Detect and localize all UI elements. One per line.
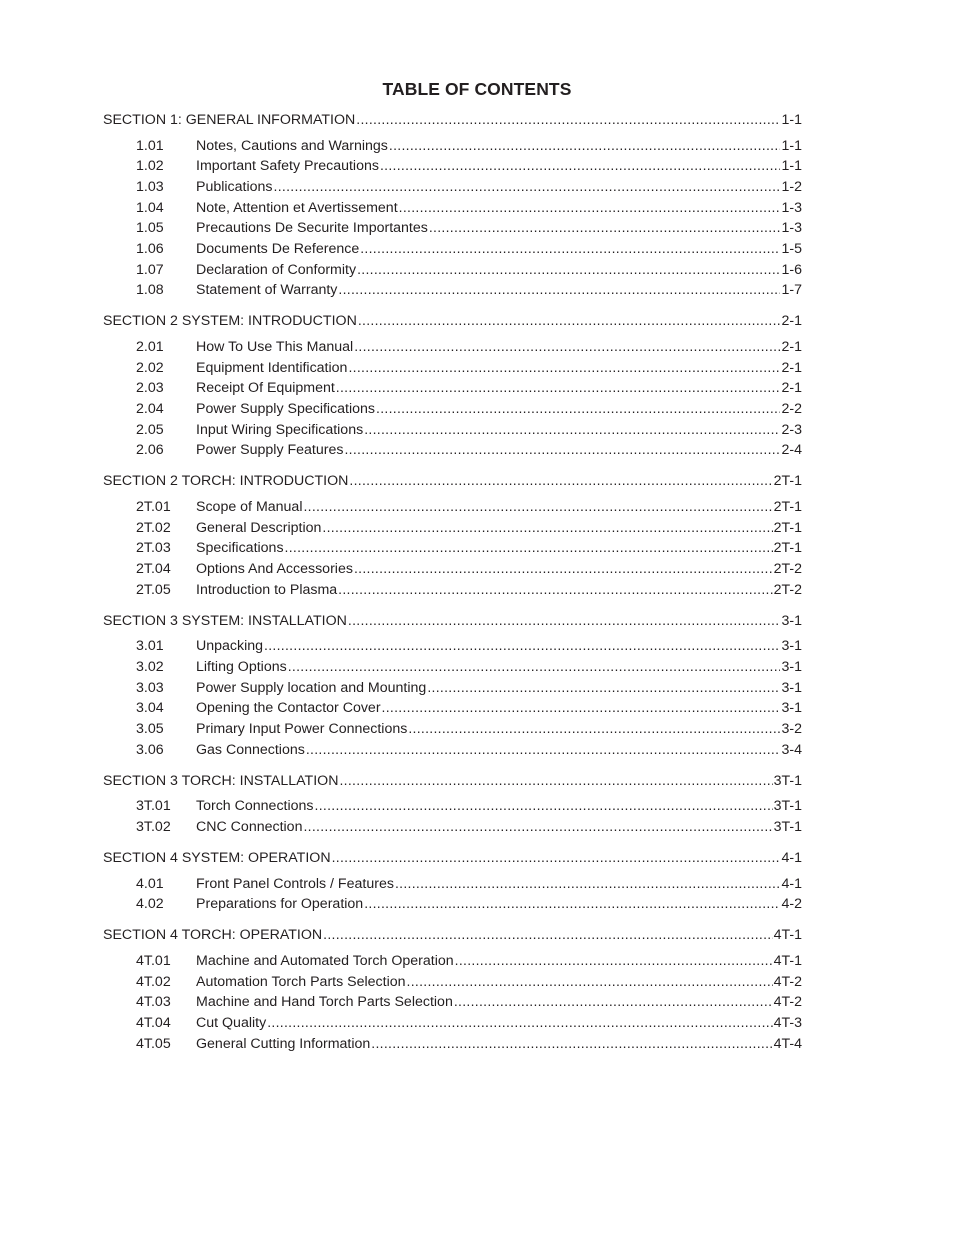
toc-page-number: 2-1 [781, 359, 802, 376]
toc-entry-number: 3T.02 [136, 819, 171, 836]
dot-leader [267, 1012, 772, 1033]
toc-entry-number: 1.06 [136, 241, 164, 258]
toc-entry-label: Equipment Identification [196, 359, 348, 376]
toc-entry-row[interactable] [103, 579, 802, 600]
toc-entry-row[interactable] [103, 496, 802, 517]
dot-leader [354, 558, 773, 579]
toc-entry-row[interactable] [103, 795, 802, 816]
toc-page-number: 3-2 [781, 721, 802, 738]
toc-entry-label: Note, Attention et Avertissement [196, 199, 398, 216]
toc-entry-number: 3.04 [136, 700, 164, 717]
toc-entry-label: CNC Connection [196, 819, 303, 836]
table-of-contents [103, 109, 802, 1053]
toc-entry-number: 4.01 [136, 875, 164, 892]
toc-entry-row[interactable] [103, 176, 802, 197]
dot-leader [323, 924, 772, 945]
toc-section-label: SECTION 2 TORCH: INTRODUCTION [103, 473, 349, 490]
toc-section-row[interactable] [103, 470, 802, 491]
toc-entry-label: Power Supply Specifications [196, 401, 376, 418]
toc-entry-label: Lifting Options [196, 659, 287, 676]
toc-entry-label: Notes, Cautions and Warnings [196, 137, 388, 154]
toc-entry-number: 1.05 [136, 220, 164, 237]
toc-entry-number: 2T.03 [136, 540, 171, 557]
toc-page-number: 1-1 [781, 137, 802, 154]
toc-entry-row[interactable] [103, 537, 802, 558]
toc-entry-row[interactable] [103, 558, 802, 579]
dot-leader [395, 873, 781, 894]
toc-section-row[interactable] [103, 770, 802, 791]
toc-entry-row[interactable] [103, 259, 802, 280]
toc-page-number: 2T-2 [773, 561, 802, 578]
dot-leader [303, 496, 772, 517]
toc-page-number: 4-1 [781, 850, 802, 867]
toc-entry-number: 2T.01 [136, 499, 171, 515]
toc-entry-label: Preparations for Operation [196, 896, 364, 913]
toc-page-number: 2-3 [781, 421, 802, 438]
toc-page-number: 4T-2 [773, 973, 802, 990]
toc-entry-number: 4T.01 [136, 952, 171, 969]
dot-leader [380, 155, 781, 176]
toc-entry-label: Scope of Manual [196, 499, 303, 515]
toc-entry-number: 2.05 [136, 421, 164, 438]
dot-leader [407, 971, 773, 992]
dot-leader [322, 517, 772, 538]
toc-section-row[interactable] [103, 924, 802, 945]
toc-page-number: 2-4 [781, 442, 802, 459]
toc-entry-number: 4T.04 [136, 1014, 171, 1031]
toc-entry-row[interactable] [103, 155, 802, 176]
toc-page-number: 4T-1 [773, 952, 802, 969]
toc-entry-label: Cut Quality [196, 1014, 267, 1031]
toc-page-number: 1-2 [781, 178, 802, 195]
dot-leader [348, 357, 780, 378]
toc-entry-row[interactable] [103, 697, 802, 718]
toc-page-number: 2T-1 [773, 540, 802, 557]
dot-leader [382, 697, 781, 718]
toc-entry-number: 3.02 [136, 659, 164, 676]
toc-page-number: 1-1 [781, 158, 802, 175]
dot-leader [408, 718, 780, 739]
dot-leader [348, 610, 781, 631]
toc-page-number: 1-3 [781, 199, 802, 216]
dot-leader [455, 950, 773, 971]
dot-leader [354, 336, 780, 357]
toc-entry-number: 3.05 [136, 721, 164, 738]
toc-entry-label: Precautions De Securite Importantes [196, 220, 428, 237]
dot-leader [332, 847, 781, 868]
toc-entry-label: Introduction to Plasma [196, 581, 338, 598]
dot-leader [315, 795, 773, 816]
dot-leader [356, 109, 780, 130]
toc-entry-label: Torch Connections [196, 798, 314, 815]
toc-entry-label: Gas Connections [196, 741, 305, 758]
toc-section-label: SECTION 2 SYSTEM: INTRODUCTION [103, 313, 357, 330]
toc-entry-label: General Description [196, 519, 322, 536]
toc-entry-label: Receipt Of Equipment [196, 380, 335, 397]
dot-leader [288, 656, 781, 677]
toc-section-label: SECTION 1: GENERAL INFORMATION [103, 112, 356, 128]
toc-entry-label: How To Use This Manual [196, 338, 354, 355]
toc-entry-label: Options And Accessories [196, 561, 353, 578]
toc-entry-label: Declaration of Conformity [196, 261, 357, 278]
dot-leader [339, 770, 772, 791]
toc-entry-row[interactable] [103, 336, 802, 357]
toc-page-number: 1-5 [781, 241, 802, 258]
toc-page-number: 1-7 [781, 282, 802, 299]
toc-entry-label: Documents De Reference [196, 241, 360, 258]
toc-page-number: 2T-2 [773, 581, 802, 598]
toc-entry-row[interactable] [103, 739, 802, 760]
dot-leader [454, 991, 773, 1012]
toc-page-number: 3T-1 [773, 772, 802, 789]
toc-entry-label: Important Safety Precautions [196, 158, 379, 175]
toc-entry-number: 4.02 [136, 896, 164, 913]
toc-entry-row[interactable] [103, 950, 802, 971]
toc-page-number: 3-1 [781, 700, 802, 717]
toc-section-row[interactable] [103, 610, 802, 631]
toc-page-number: 2-1 [781, 313, 802, 330]
toc-section-label: SECTION 4 TORCH: OPERATION [103, 927, 323, 944]
dot-leader [338, 579, 772, 600]
toc-section-label: SECTION 4 SYSTEM: OPERATION [103, 850, 331, 867]
toc-entry-label: Input Wiring Specifications [196, 421, 364, 438]
dot-leader [336, 377, 781, 398]
toc-entry-number: 3.03 [136, 679, 164, 696]
toc-entry-row[interactable] [103, 197, 802, 218]
dot-leader [376, 398, 780, 419]
toc-entry-number: 4T.05 [136, 1035, 171, 1052]
toc-entry-number: 2.06 [136, 442, 164, 459]
toc-entry-row[interactable] [103, 419, 802, 440]
dot-leader [399, 197, 781, 218]
toc-section-label: SECTION 3 TORCH: INSTALLATION [103, 772, 339, 789]
dot-leader [274, 176, 781, 197]
toc-entry-number: 4T.02 [136, 973, 171, 990]
toc-entry-row[interactable] [103, 656, 802, 677]
toc-page-number: 2T-1 [773, 499, 802, 515]
toc-entry-number: 1.08 [136, 282, 164, 299]
toc-page-number: 2T-1 [773, 519, 802, 536]
toc-page-number: 2T-1 [773, 473, 802, 490]
toc-page-number: 3-4 [781, 741, 802, 758]
toc-entry-row[interactable] [103, 873, 802, 894]
toc-page-number: 4T-3 [773, 1014, 802, 1031]
toc-page-number: 2-2 [781, 401, 802, 418]
toc-page-number: 3T-1 [773, 819, 802, 836]
toc-page-number: 2-1 [781, 380, 802, 397]
dot-leader [306, 739, 781, 760]
toc-entry-label: Primary Input Power Connections [196, 721, 408, 738]
toc-entry-row[interactable] [103, 635, 802, 656]
toc-page-number: 1-1 [781, 112, 802, 128]
page-title: TABLE OF CONTENTS [382, 79, 572, 99]
dot-leader [264, 635, 780, 656]
toc-entry-number: 2.01 [136, 338, 164, 355]
toc-entry-number: 2T.04 [136, 561, 171, 578]
toc-entry-number: 4T.03 [136, 994, 171, 1011]
dot-leader [349, 470, 772, 491]
toc-entry-number: 2.02 [136, 359, 164, 376]
toc-entry-label: General Cutting Information [196, 1035, 371, 1052]
toc-entry-number: 2.03 [136, 380, 164, 397]
toc-entry-label: Front Panel Controls / Features [196, 875, 394, 892]
dot-leader [357, 259, 780, 280]
toc-entry-row[interactable] [103, 971, 802, 992]
toc-entry-label: Statement of Warranty [196, 282, 338, 299]
toc-section-row[interactable] [103, 109, 802, 130]
toc-entry-row[interactable] [103, 439, 802, 460]
toc-entry-number: 3T.01 [136, 798, 171, 815]
toc-entry-row[interactable] [103, 677, 802, 698]
toc-entry-number: 3.06 [136, 741, 164, 758]
toc-page-number: 3-1 [781, 659, 802, 676]
dot-leader [389, 135, 781, 156]
toc-entry-label: Opening the Contactor Cover [196, 700, 381, 717]
dot-leader [360, 238, 780, 259]
toc-entry-label: Machine and Hand Torch Parts Selection [196, 994, 453, 1011]
toc-entry-number: 2.04 [136, 401, 164, 418]
toc-page-number: 4T-1 [773, 927, 802, 944]
toc-page-number: 4-1 [781, 875, 802, 892]
toc-entry-number: 2T.02 [136, 519, 171, 536]
toc-page-number: 4T-4 [773, 1035, 802, 1052]
toc-entry-number: 1.07 [136, 261, 164, 278]
toc-page-number: 1-3 [781, 220, 802, 237]
toc-entry-number: 3.01 [136, 638, 164, 655]
dot-leader [427, 677, 780, 698]
dot-leader [344, 439, 780, 460]
toc-entry-row[interactable] [103, 1033, 802, 1054]
toc-entry-label: Unpacking [196, 638, 264, 655]
toc-entry-label: Power Supply Features [196, 442, 344, 459]
toc-page-number: 3T-1 [773, 798, 802, 815]
dot-leader [429, 217, 781, 238]
toc-page-number: 3-1 [781, 679, 802, 696]
toc-entry-row[interactable] [103, 816, 802, 837]
toc-entry-row[interactable] [103, 279, 802, 300]
toc-entry-label: Machine and Automated Torch Operation [196, 952, 454, 969]
toc-page-number: 3-1 [781, 638, 802, 655]
toc-entry-label: Specifications [196, 540, 284, 557]
toc-page-number: 3-1 [781, 612, 802, 629]
toc-page-number: 4T-2 [773, 994, 802, 1011]
toc-entry-row[interactable] [103, 1012, 802, 1033]
toc-entry-label: Publications [196, 178, 273, 195]
toc-entry-row[interactable] [103, 893, 802, 914]
toc-entry-row[interactable] [103, 398, 802, 419]
toc-entry-row[interactable] [103, 718, 802, 739]
toc-section-row[interactable] [103, 310, 802, 331]
toc-entry-row[interactable] [103, 135, 802, 156]
toc-page-number: 4-2 [781, 896, 802, 913]
toc-entry-row[interactable] [103, 377, 802, 398]
toc-entry-row[interactable] [103, 357, 802, 378]
toc-entry-number: 2T.05 [136, 581, 171, 598]
dot-leader [364, 419, 780, 440]
dot-leader [364, 893, 780, 914]
toc-entry-number: 1.03 [136, 178, 164, 195]
dot-leader [371, 1033, 772, 1054]
toc-entry-label: Automation Torch Parts Selection [196, 973, 406, 990]
toc-entry-row[interactable] [103, 217, 802, 238]
toc-entry-number: 1.04 [136, 199, 164, 216]
toc-entry-number: 1.01 [136, 137, 164, 154]
dot-leader [358, 310, 781, 331]
toc-entry-label: Power Supply location and Mounting [196, 679, 427, 696]
toc-page-number: 2-1 [781, 338, 802, 355]
toc-section-row[interactable] [103, 847, 802, 868]
toc-entry-row[interactable] [103, 238, 802, 259]
toc-page-number: 1-6 [781, 261, 802, 278]
dot-leader [338, 279, 780, 300]
toc-entry-number: 1.02 [136, 158, 164, 175]
toc-section-label: SECTION 3 SYSTEM: INSTALLATION [103, 612, 347, 629]
toc-entry-row[interactable] [103, 517, 802, 538]
toc-entry-row[interactable] [103, 991, 802, 1012]
dot-leader [285, 537, 773, 558]
dot-leader [303, 816, 772, 837]
